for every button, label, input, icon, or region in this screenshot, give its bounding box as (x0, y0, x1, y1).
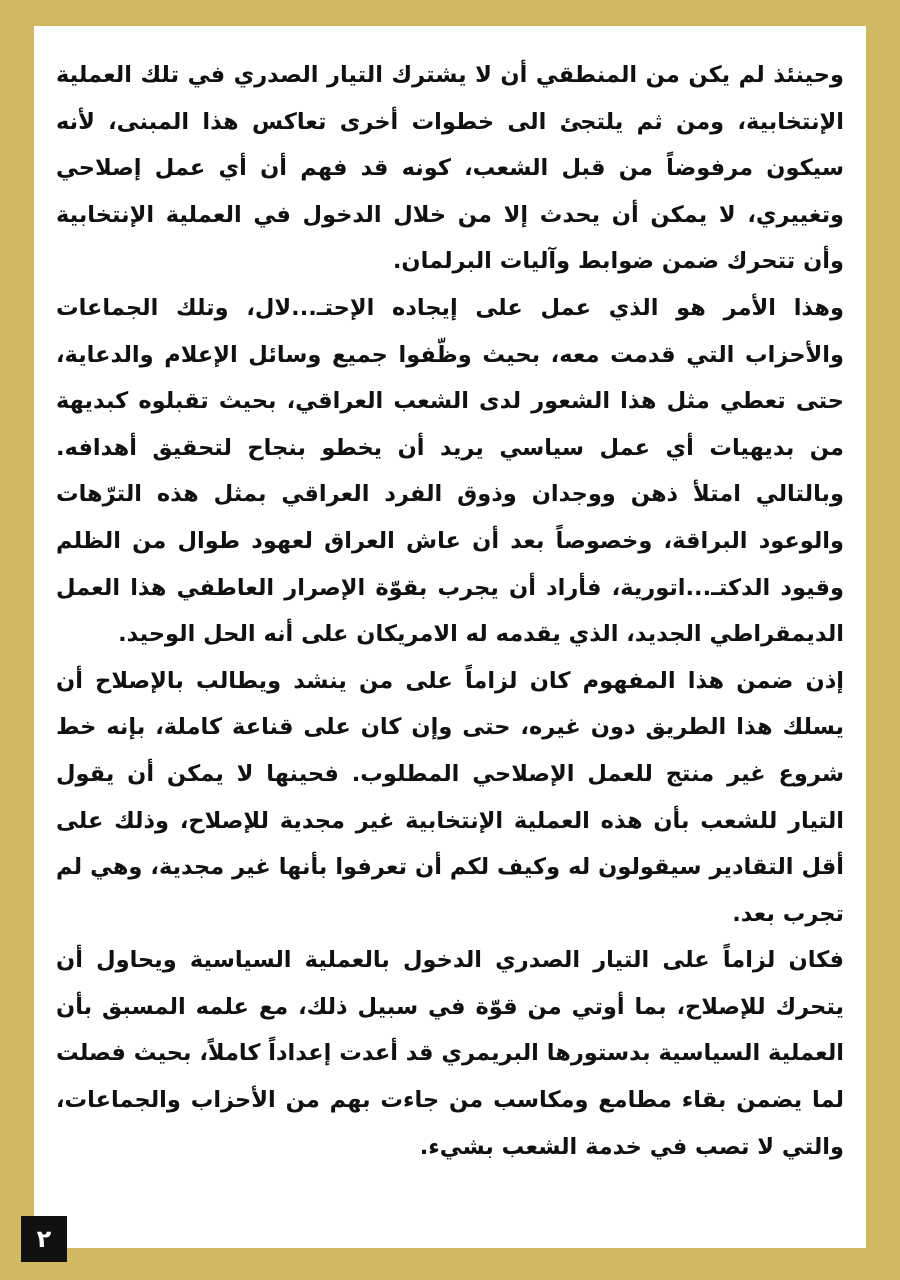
paragraph-2: وهذا الأمر هو الذي عمل على إيجاده الإحتـ...لال، وتلك الجماعات والأحزاب التي قدمت معه، بحيث وظّفوا جميع وسائل الإعلام والدعاية، حتى تعطي مثل هذا الشعور لدى الشعب العراقي، بحيث تقبلوه كبديهة من بديهيات أي عمل سياسي يريد أن يخطو بنجاح لتحقيق أهدافه. وبالتالي امتلأ ذهن ووجدان وذوق الفرد العراقي بمثل هذه الترّهات والوعود البراقة، وخصوصاً بعد أن عاش العراق لعهود طوال من الظلم وقيود الدكتـ...اتورية، فأراد أن يجرب بقوّة الإصرار العاطفي هذا العمل الديمقراطي الجديد، الذي يقدمه له الامريكان على أنه الحل الوحيد. (56, 294, 844, 648)
page-number-badge: ٢ (21, 1216, 67, 1262)
paragraph-1: وحينئذ لم يكن من المنطقي أن لا يشترك التيار الصدري في تلك العملية الإنتخابية، ومن ثم يلتجئ الى خطوات أخرى تعاكس هذا المبنى، لأنه سيكون مرفوضاً من قبل الشعب، كونه قد فهم أن أي عمل إصلاحي وتغييري، لا يمكن أن يحدث إلا من خلال الدخول في العملية الإنتخابية وأن تتحرك ضمن ضوابط وآليات البرلمان. (56, 62, 844, 275)
body-text (56, 52, 844, 1170)
paragraph-4: فكان لزاماً على التيار الصدري الدخول بالعملية السياسية ويحاول أن يتحرك للإصلاح، بما أوتي من قوّة في سبيل ذلك، مع علمه المسبق بأن العملية السياسية بدستورها البريمري قد أعدت إعداداً كاملاً، بحيث فصلت لما يضمن بقاء مطامع ومكاسب من جاءت بهم من الأحزاب والجماعات، والتي لا تصب في خدمة الشعب بشيء. (56, 947, 844, 1160)
document-page (34, 26, 866, 1248)
paragraph-3: إذن ضمن هذا المفهوم كان لزاماً على من ينشد ويطالب بالإصلاح أن يسلك هذا الطريق دون غيره، حتى وإن كان على قناعة كاملة، بإنه خط شروع غير منتج للعمل الإصلاحي المطلوب. فحينها لا يمكن أن يقول التيار للشعب بأن هذه العملية الإنتخابية غير مجدية للإصلاح، وذلك على أقل التقادير سيقولون له وكيف لكم أن تعرفوا بأنها غير مجدية، وهي لم تجرب بعد. (56, 667, 844, 927)
